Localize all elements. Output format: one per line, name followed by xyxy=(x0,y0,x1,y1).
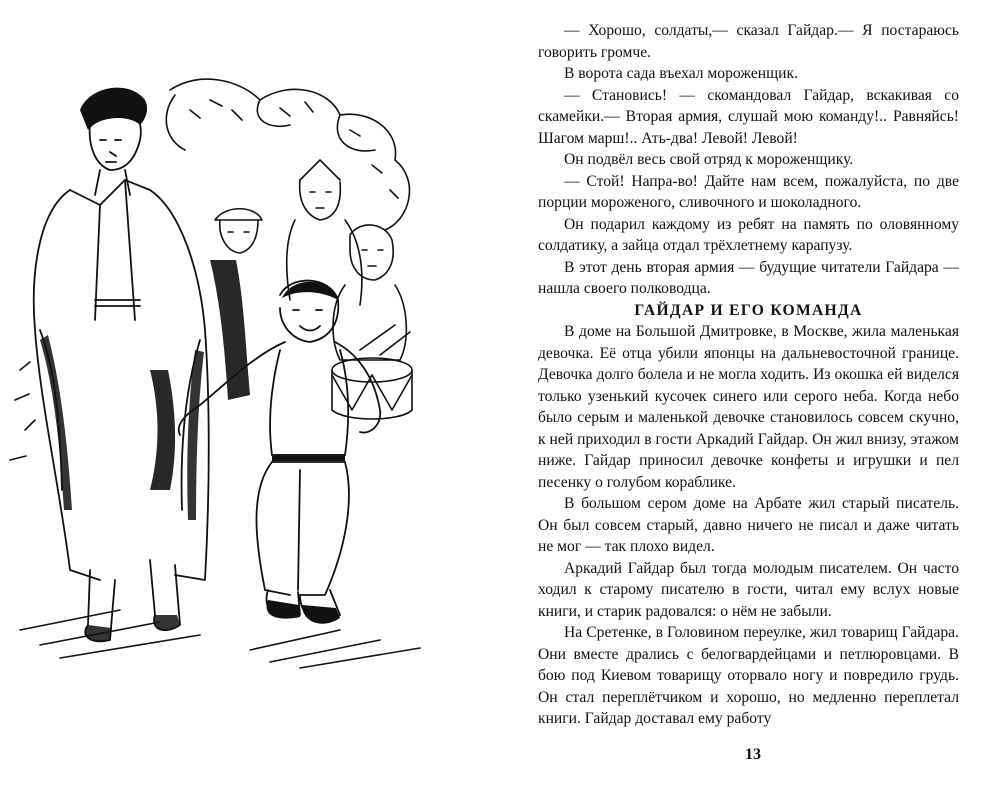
text-column xyxy=(538,20,959,730)
paragraph: В доме на Большой Дмитровке, в Москве, жила маленькая девочка. Её отца убили японцы на дальневосточной границе. Девочка долго болела и не могла ходить. Из окошка ей виделся только узенький кусочек синего или серого неба. Когда небо было серым и маленькой девочке становилось совсем скучно, к ней приходил в гости Аркадий Гайдар. Он жил внизу, этажом ниже. Гайдар приносил девочке конфеты и игрушки и пел песенку о голубом кораблике. xyxy=(538,323,959,491)
paragraph: В большом сером доме на Арбате жил старый писатель. Он был совсем старый, давно ничего не писал и даже читать не мог — так плохо видел. xyxy=(538,495,959,555)
paragraph: На Сретенке, в Головином переулке, жил товарищ Гайдара. Они вместе дрались с белогвардейцами и петлюровцами. В бою под Киевом товарищу оторвало ногу и повредило грудь. Он стал переплётчиком и хорошо, но медленно переплетал книги. Гайдар доставал ему работу xyxy=(538,624,959,727)
paragraph: Аркадий Гайдар был тогда молодым писателем. Он часто ходил к старому писателю в гости, читал ему вслух новые книги, и старик радовался: о нём не забыли. xyxy=(538,559,959,620)
paragraph: — Становись! — скомандовал Гайдар, вскакивая со скамейки.— Вторая армия, слушай мою команду!.. Равняйсь! Шагом марш!.. Ать-два! Левой! Левой! xyxy=(538,86,959,147)
paragraph: В ворота сада въехал мороженщик. xyxy=(564,65,798,82)
page-number: 13 xyxy=(745,746,761,763)
paragraph: — Хорошо, солдаты,— сказал Гайдар.— Я постараюсь говорить громче. xyxy=(538,22,959,61)
paragraph: — Стой! Напра-во! Дайте нам всем, пожалуйста, по две порции мороженого, сливочного и шоколадного. xyxy=(538,172,959,211)
gaidar-with-boys-illustration xyxy=(0,70,470,670)
paragraph: Он подвёл весь свой отряд к мороженщику. xyxy=(564,151,854,168)
paragraph: В этот день вторая армия — будущие читатели Гайдара — нашла своего полководца. xyxy=(538,258,959,297)
section-title: ГАЙДАР И ЕГО КОМАНДА xyxy=(634,301,863,319)
paragraph: Он подарил каждому из ребят на память по оловянному солдатику, а зайца отдал трёхлетнему карапузу. xyxy=(538,215,959,254)
